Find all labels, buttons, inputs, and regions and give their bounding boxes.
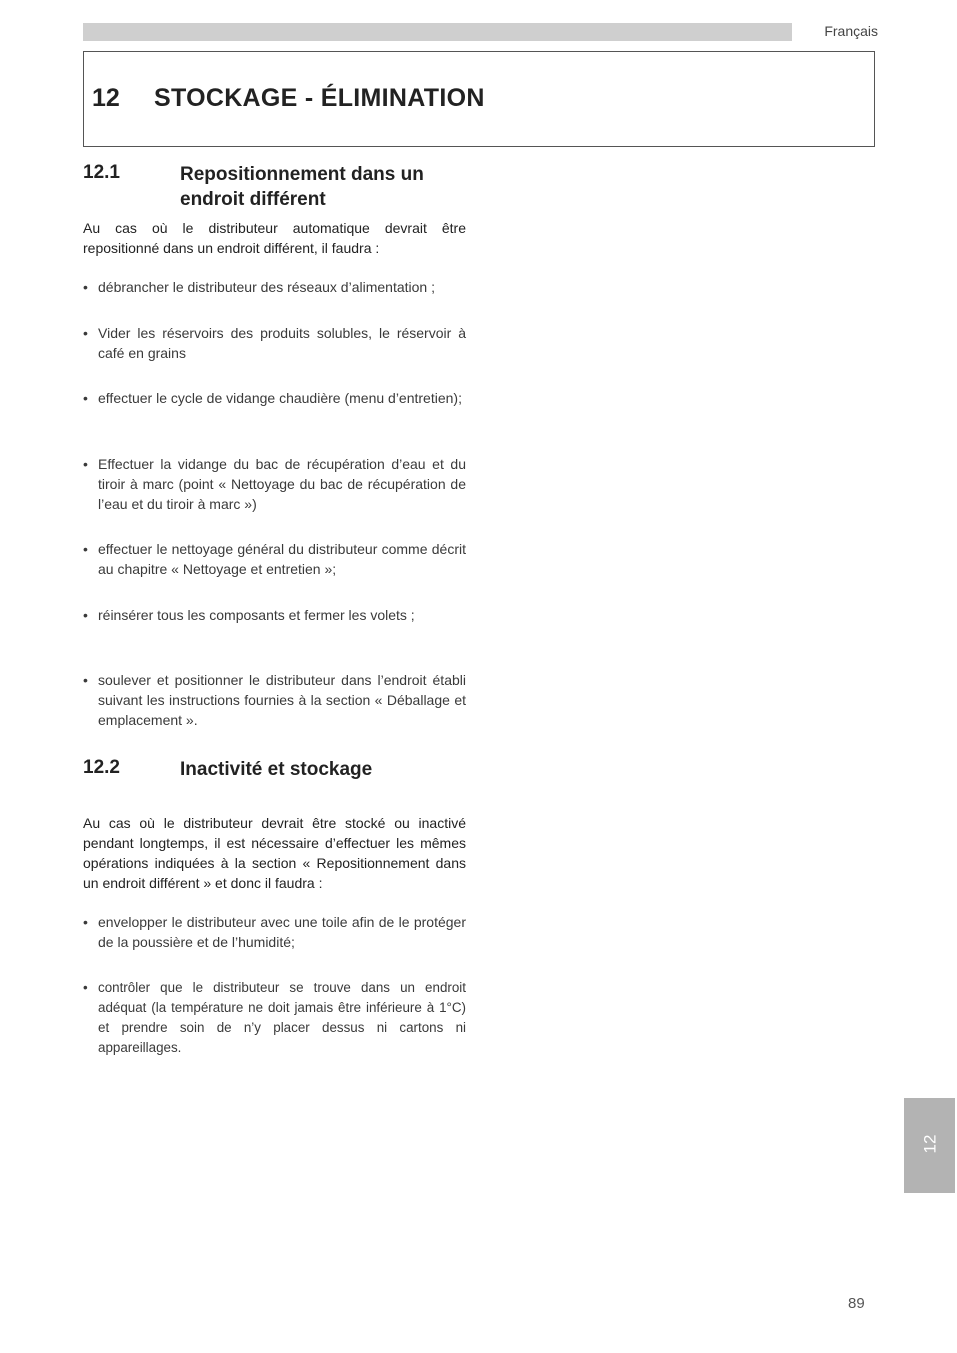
chapter-header [83,51,875,147]
list-item [83,670,466,730]
bullet-icon: • [83,914,88,930]
chapter-number: 12 [92,84,120,112]
language-label: Français [824,23,878,39]
list-item [83,978,466,1058]
list-item [83,388,466,408]
list-item-text: Vider les réservoirs des produits solubles, le réservoir à café en grains [98,325,466,361]
list-item-text: effectuer le cycle de vidange chaudière (menu d’entretien); [98,390,462,406]
section-intro: Au cas où le distributeur devrait être stocké ou inactivé pendant longtemps, il est nécessaire d’effectuer les mêmes opérations indiquées à la section « Repositionnement dans un endroit différent » et donc il faudra : [83,815,466,891]
bullet-icon: • [83,456,88,472]
bullet-icon: • [83,672,88,688]
list-item [83,539,466,579]
list-item-text: soulever et positionner le distributeur dans l’endroit établi suivant les instructions fournies à la section « Déballage et emplacement ». [98,672,466,728]
bullet-icon: • [83,541,88,557]
bullet-icon: • [83,980,88,995]
chapter-tab-label: 12 [920,1134,940,1154]
section-intro: Au cas où le distributeur automatique devrait être repositionné dans un endroit différent, il faudra : [83,220,466,256]
list-item [83,323,466,363]
list-item [83,912,466,952]
chapter-side-tab [904,1098,955,1193]
list-item [83,605,466,625]
list-item [83,454,466,514]
list-item [83,277,466,297]
list-item-text: Effectuer la vidange du bac de récupération d’eau et du tiroir à marc (point « Nettoyage du bac de récupération de l’eau et du tiroir à marc ») [98,456,466,512]
section-number: 12.2 [83,757,120,778]
bullet-icon: • [83,607,88,623]
list-item-text: réinsérer tous les composants et fermer les volets ; [98,607,415,623]
page-number: 89 [848,1295,865,1312]
header-bar [83,23,792,41]
chapter-title: STOCKAGE - ÉLIMINATION [154,84,485,112]
bullet-icon: • [83,279,88,295]
list-item-text: débrancher le distributeur des réseaux d’alimentation ; [98,279,435,295]
list-item-text: effectuer le nettoyage général du distributeur comme décrit au chapitre « Nettoyage et entretien »; [98,541,466,577]
section-number: 12.1 [83,162,120,183]
section-title: Inactivité et stockage [180,759,373,780]
bullet-icon: • [83,390,88,406]
list-item-text: contrôler que le distributeur se trouve dans un endroit adéquat (la température ne doit jamais être inférieure à 1°C) et prendre soin de n’y placer dessus ni cartons ni appareillages. [98,980,466,1055]
list-item-text: envelopper le distributeur avec une toile afin de le protéger de la poussière et de l’humidité; [98,914,466,950]
section-title: Repositionnement dans un endroit différent [180,164,424,210]
bullet-icon: • [83,325,88,341]
